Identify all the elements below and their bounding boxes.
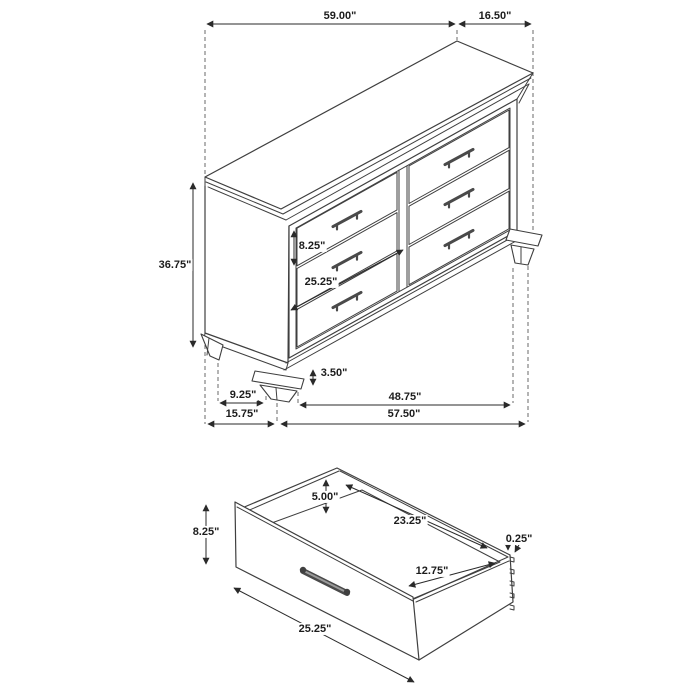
dim-label-base-depth: 15.75" <box>225 407 259 420</box>
dresser-side-panel <box>205 186 289 363</box>
dim-label-interior-height: 5.00" <box>311 490 339 503</box>
dim-label-top-depth: 16.50" <box>478 9 512 22</box>
drawer-drawing <box>235 468 514 660</box>
dim-label-side-thickness: 0.25" <box>505 532 533 545</box>
dim-label-front-width: 25.25" <box>298 622 332 635</box>
dresser-drawing <box>201 41 542 402</box>
dim-label-interior-depth: 12.75" <box>415 564 449 577</box>
dim-label-leg-spacing: 9.25" <box>229 388 257 401</box>
dim-label-leg-height: 3.50" <box>320 366 348 379</box>
dim-label-base-width: 57.50" <box>387 407 421 420</box>
dim-label-height: 36.75" <box>158 258 192 271</box>
dim-label-drawer-width: 25.25" <box>304 275 338 288</box>
dim-label-front-leg-span: 48.75" <box>388 390 422 403</box>
dim-label-interior-length: 23.25" <box>393 514 427 527</box>
dim-label-front-height: 8.25" <box>192 525 220 538</box>
front-left-leg <box>252 371 304 389</box>
dim-label-drawer-height: 8.25" <box>298 239 326 252</box>
dim-label-top-width: 59.00" <box>323 9 357 22</box>
